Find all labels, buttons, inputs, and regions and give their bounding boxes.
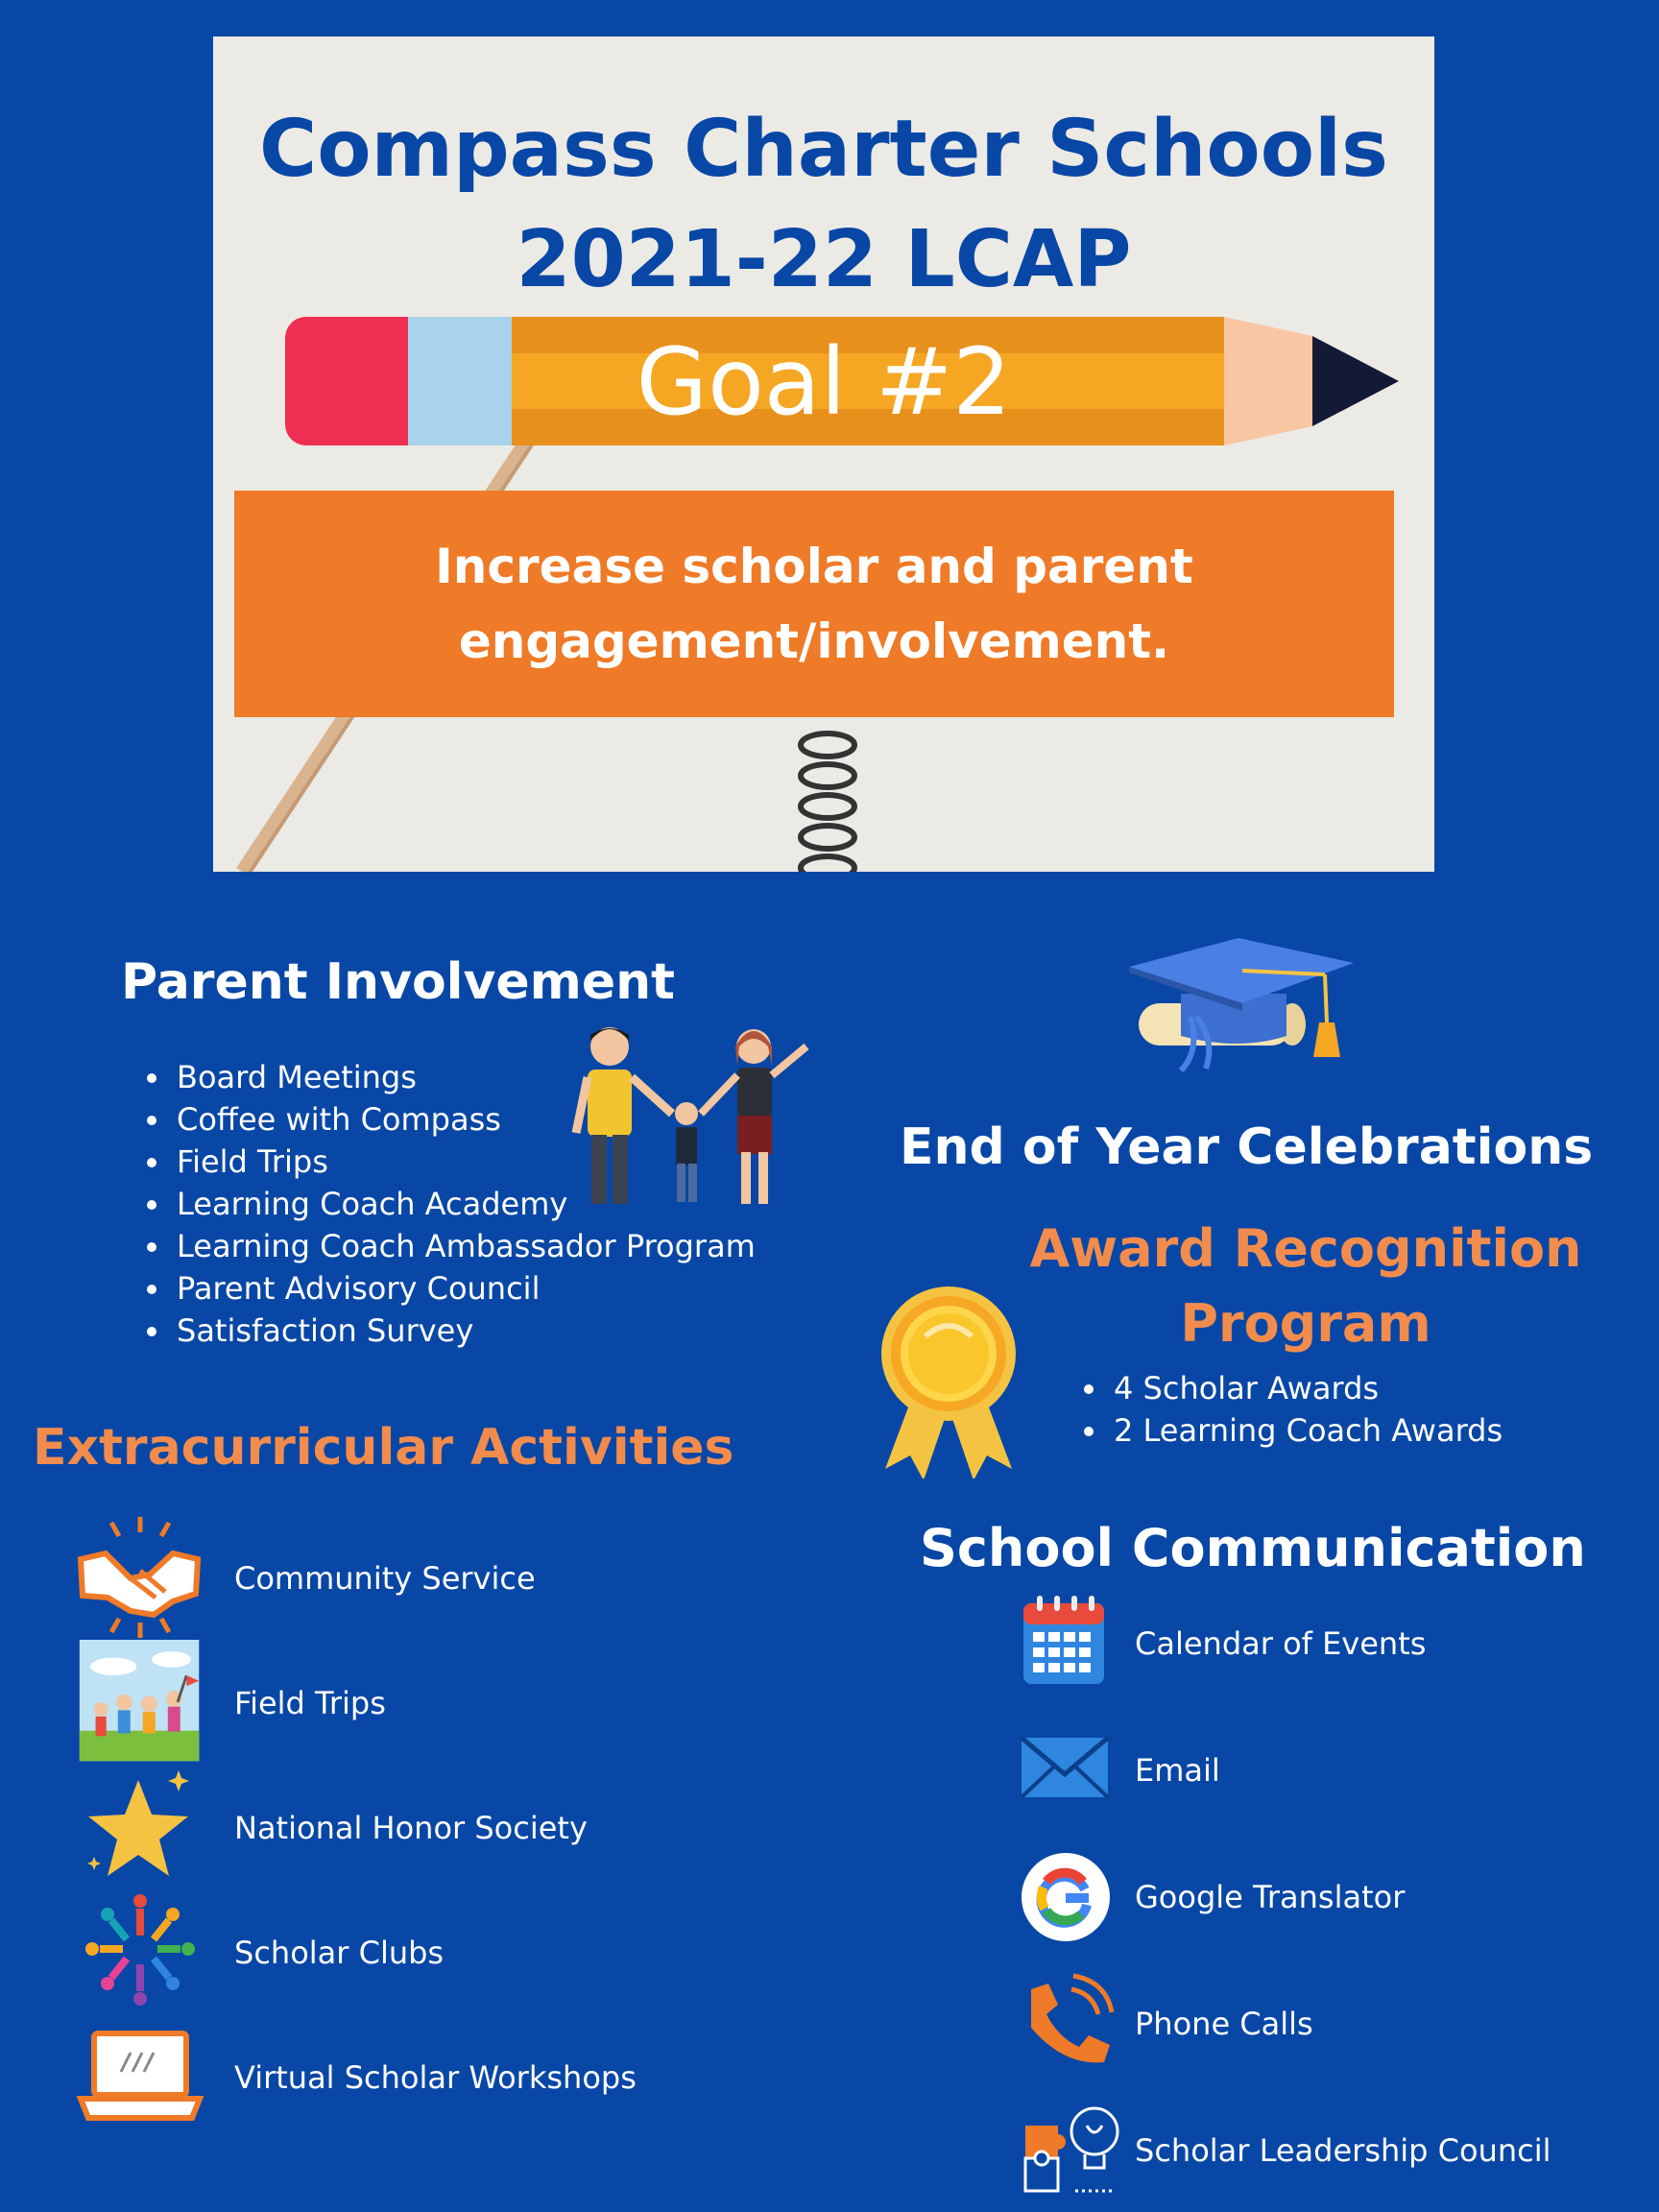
comm-item-scholar-leadership-council (1016, 2097, 1630, 2202)
activity-label: Field Trips (234, 1685, 386, 1721)
list-item: • 2 Learning Coach Awards (1110, 1409, 1503, 1452)
list-item: • Coffee with Compass (173, 1098, 756, 1141)
comm-label: Scholar Leadership Council (1135, 2132, 1551, 2169)
goal-banner (234, 491, 1394, 717)
google-icon (1016, 1843, 1121, 1949)
star-icon (73, 1765, 207, 1889)
family-icon (566, 1018, 816, 1210)
calendar-icon (1016, 1590, 1121, 1695)
title-line-2: 2021-22 LCAP (516, 214, 1132, 305)
extracurricular-heading: Extracurricular Activities (33, 1419, 734, 1477)
page-title (213, 94, 1434, 315)
celebrations-heading: End of Year Celebrations (900, 1118, 1594, 1176)
comm-label: Google Translator (1135, 1879, 1406, 1915)
handshake-icon (73, 1515, 207, 1640)
comm-item-email (1016, 1717, 1630, 1822)
list-item: • Field Trips (173, 1141, 756, 1183)
comm-label: Phone Calls (1135, 2006, 1313, 2042)
comm-item-google-translator (1016, 1843, 1630, 1949)
notebook-rings-icon (789, 709, 866, 872)
award-ribbon-icon (872, 1277, 1025, 1479)
phone-icon (1016, 1970, 1121, 2076)
parent-involvement-heading: Parent Involvement (121, 953, 676, 1011)
comm-label: Calendar of Events (1135, 1625, 1427, 1662)
goal-text: Increase scholar and parent engagement/involvement. (435, 539, 1193, 669)
school-communication-heading: School Communication (920, 1518, 1586, 1578)
envelope-icon (1016, 1717, 1121, 1822)
goal-label: Goal #2 (636, 328, 1012, 436)
award-list (1081, 1367, 1503, 1452)
comm-item-calendar (1016, 1590, 1630, 1695)
comm-label: Email (1135, 1752, 1220, 1789)
list-item: • Learning Coach Ambassador Program (173, 1225, 756, 1267)
list-item: • Board Meetings (173, 1056, 756, 1098)
puzzle-lightbulb-icon (1016, 2097, 1121, 2202)
comm-item-phone-calls (1016, 1970, 1630, 2076)
title-line-1: Compass Charter Schools (259, 104, 1388, 195)
activity-label: Virtual Scholar Workshops (234, 2059, 637, 2096)
award-recognition-heading: Award Recognition Program (1029, 1218, 1582, 1354)
activity-label: National Honor Society (234, 1810, 588, 1846)
list-item: • Parent Advisory Council (173, 1267, 756, 1310)
list-item: • Satisfaction Survey (173, 1310, 756, 1352)
activity-item-scholar-clubs (73, 1889, 803, 2014)
activity-item-field-trips (73, 1640, 803, 1765)
header-card (213, 36, 1434, 872)
activity-label: Scholar Clubs (234, 1935, 445, 1971)
activity-item-virtual-scholar-workshops (73, 2014, 803, 2139)
laptop-icon (73, 2014, 207, 2139)
list-item: • Learning Coach Academy (173, 1183, 756, 1225)
list-item: • 4 Scholar Awards (1110, 1367, 1503, 1409)
activity-item-community-service (73, 1515, 803, 1640)
activity-item-national-honor-society (73, 1765, 803, 1889)
people-circle-icon (73, 1889, 207, 2014)
graduation-cap-icon (1123, 936, 1363, 1080)
activity-label: Community Service (234, 1560, 536, 1597)
kids-running-image (73, 1640, 207, 1765)
